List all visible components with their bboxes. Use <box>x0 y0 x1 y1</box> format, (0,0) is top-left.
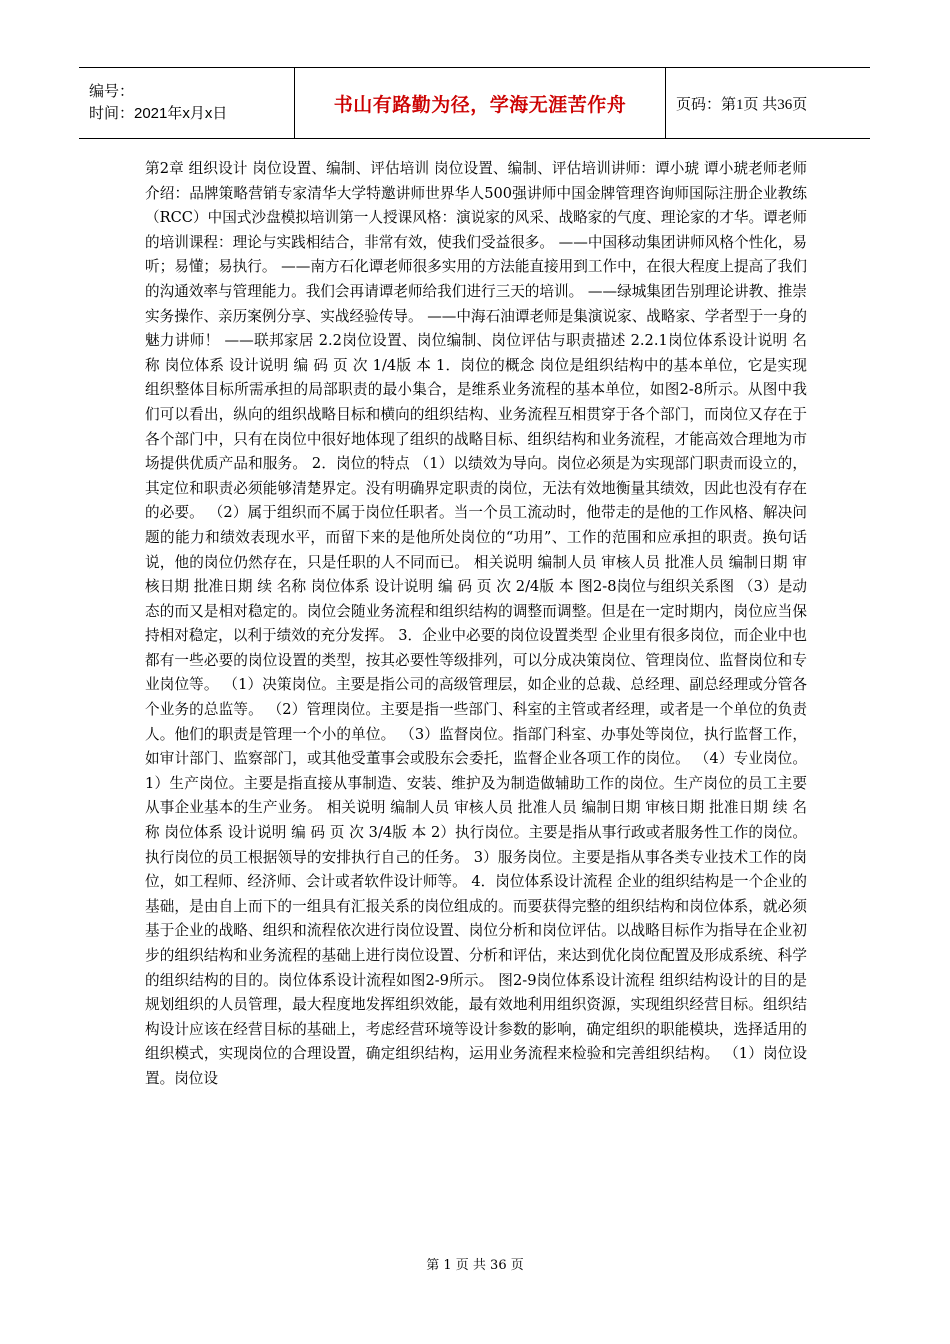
document-date: 时间：2021年x月x日 <box>89 105 228 122</box>
page-header <box>79 67 870 139</box>
page-footer: 第 1 页 共 36 页 <box>426 1258 524 1273</box>
body-text <box>145 157 807 1092</box>
header-motto: 书山有路勤为径，学海无涯苦作舟 <box>295 68 666 139</box>
header-page-info: 页码：第1页 共36页 <box>666 68 871 139</box>
document-number-label: 编号： <box>89 83 135 100</box>
header-meta <box>79 68 295 139</box>
body-paragraph: 第2章 组织设计 岗位设置、编制、评估培训 岗位设置、编制、评估培训讲师：谭小琥 谭小琥老师老师介绍：品牌策略营销专家清华大学特邀讲师世界华人500强讲师中国金牌管理咨询师国际注册企业教练（RCC）中国式沙盘模拟培训第一人授课风格：演说家的风采、战略家的气度、理论家的才华。谭老师的培训课程：理论与实践相结合，非常有效，使我们受益很多。 ——中国移动集团讲师风格个性化，易听；易懂；易执行。 ——南方石化谭老师很多实用的方法能直接用到工作中，在很大程度上提高了我们的沟通效率与管理能力。我们会再请谭老师给我们进行三天的培训。 ——绿城集团告别理论讲教、推崇实务操作、亲历案例分享、实战经验传导。 ——中海石油谭老师是集演说家、战略家、学者型于一身的魅力讲师！ ——联邦家居 2.2岗位设置、岗位编制、岗位评估与职责描述 2.2.1岗位体系设计说明 名称 岗位体系 设计说明 编 码 页 次 1/4版 本 1．岗位的概念 岗位是组织结构中的基本单位，它是实现组织整体目标所需承担的局部职责的最小集合，是维系业务流程的基本单位，如图2-8所示。从图中我们可以看出，纵向的组织战略目标和横向的组织结构、业务流程互相贯穿于各个部门，而岗位又存在于各个部门中，只有在岗位中很好地体现了组织的战略目标、组织结构和业务流程，才能高效合理地为市场提供优质产品和服务。 2．岗位的特点 （1）以绩效为导向。岗位必须是为实现部门职责而设立的，其定位和职责必须能够清楚界定。没有明确界定职责的岗位，无法有效地衡量其绩效，因此也没有存在的必要。 （2）属于组织而不属于岗位任职者。当一个员工流动时，他带走的是他的工作风格、解决问题的能力和绩效表现水平，而留下来的是他所处岗位的“功用”、工作的范围和应承担的职责。换句话说，他的岗位仍然存在，只是任职的人不同而已。 相关说明 编制人员 审核人员 批准人员 编制日期 审核日期 批准日期 续 名称 岗位体系 设计说明 编 码 页 次 2/4版 本 图2-8岗位与组织关系图 （3）是动态的而又是相对稳定的。岗位会随业务流程和组织结构的调整而调整。但是在一定时期内，岗位应当保持相对稳定，以利于绩效的充分发挥。 3．企业中必要的岗位设置类型 企业里有很多岗位，而企业中也都有一些必要的岗位设置的类型，按其必要性等级排列，可以分成决策岗位、管理岗位、监督岗位和专业岗位等。 （1）决策岗位。主要是指公司的高级管理层，如企业的总裁、总经理、副总经理或分管各个业务的总监等。 （2）管理岗位。主要是指一些部门、科室的主管或者经理，或者是一个单位的负责人。他们的职责是管理一个小的单位。 （3）监督岗位。指部门科室、办事处等岗位，执行监督工作，如审计部门、监察部门，或其他受董事会或股东会委托，监督企业各项工作的岗位。 （4）专业岗位。 1）生产岗位。主要是指直接从事制造、安装、维护及为制造做辅助工作的岗位。生产岗位的员工主要从事企业基本的生产业务。 相关说明 编制人员 审核人员 批准人员 编制日期 审核日期 批准日期 续 名称 岗位体系 设计说明 编 码 页 次 3/4版 本 2）执行岗位。主要是指从事行政或者服务性工作的岗位。执行岗位的员工根据领导的安排执行自己的任务。 3）服务岗位。主要是指从事各类专业技术工作的岗位，如工程师、经济师、会计或者软件设计师等。 4．岗位体系设计流程 企业的组织结构是一个企业的基础，是由自上而下的一组具有汇报关系的岗位组成的。而要获得完整的组织结构和岗位体系，就必须基于企业的战略、组织和流程依次进行岗位设置、岗位分析和岗位评估。以战略目标作为指导在企业初步的组织结构和业务流程的基础上进行岗位设置、分析和评估，来达到优化岗位配置及形成系统、科学的组织结构的目的。岗位体系设计流程如图2-9所示。 图2-9岗位体系设计流程 组织结构设计的目的是规划组织的人员管理，最大程度地发挥组织效能，最有效地利用组织资源，实现组织经营目标。组织结构设计应该在经营目标的基础上，考虑经营环境等设计参数的影响，确定组织的职能模块，选择适用的组织模式，实现岗位的合理设置，确定组织结构，运用业务流程来检验和完善组织结构。 （1）岗位设置。岗位设 <box>145 160 807 1087</box>
